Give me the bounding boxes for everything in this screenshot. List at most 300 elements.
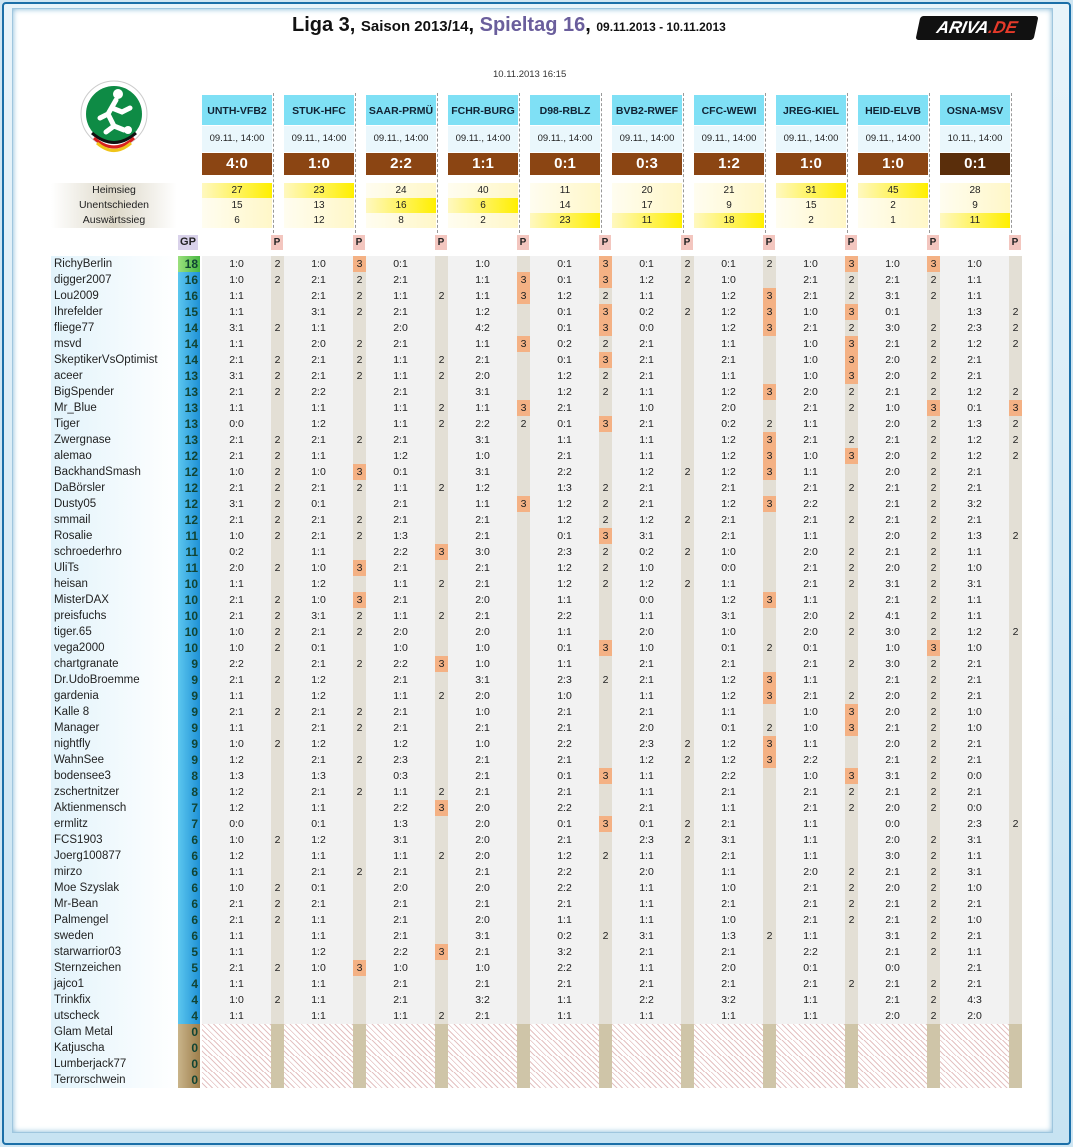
tip-points (681, 592, 694, 608)
tip-score: 2:1 (694, 528, 763, 544)
player-name[interactable]: Terrorschwein (51, 1072, 178, 1088)
tip-points (1009, 1072, 1022, 1088)
tip-score: 2:1 (448, 512, 517, 528)
tip-score: 1:2 (530, 384, 599, 400)
match-teams[interactable]: D98-RBLZ (530, 93, 600, 125)
tip-points (435, 992, 448, 1008)
tip-cell (202, 336, 284, 352)
tip-cell (448, 528, 530, 544)
tip-score: 1:2 (284, 736, 353, 752)
match-teams[interactable]: CFC-WEWI (694, 93, 764, 125)
player-points: 14 (178, 352, 200, 368)
player-row (51, 400, 1021, 416)
tip-score (366, 1056, 435, 1072)
tip-score: 1:0 (858, 400, 927, 416)
tip-cell (612, 816, 694, 832)
tip-score: 1:2 (694, 304, 763, 320)
season-label: Saison 2013/14 (360, 18, 469, 35)
match-teams[interactable]: BVB2-RWEF (612, 93, 682, 125)
player-name[interactable]: SkeptikerVsOptimist (51, 352, 178, 368)
player-name[interactable]: bodensee3 (51, 768, 178, 784)
tip-cell (448, 880, 530, 896)
match-teams[interactable]: SAAR-PRMÜ (366, 93, 436, 125)
tip-cell (612, 576, 694, 592)
tip-cell (530, 544, 612, 560)
tip-count: 8 (366, 213, 436, 228)
player-row (51, 496, 1021, 512)
tip-score: 2:0 (202, 560, 271, 576)
tip-points (681, 992, 694, 1008)
tip-cell (694, 464, 776, 480)
tip-points: 3 (763, 496, 776, 512)
tip-cell (448, 448, 530, 464)
tip-points (435, 336, 448, 352)
tip-cell (284, 944, 366, 960)
tip-score: 2:1 (858, 976, 927, 992)
tip-cell (530, 384, 612, 400)
tip-points (681, 1024, 694, 1040)
player-name[interactable]: Lumberjack77 (51, 1056, 178, 1072)
tip-score: 1:1 (284, 992, 353, 1008)
tip-score: 1:0 (366, 640, 435, 656)
tip-points (435, 960, 448, 976)
player-name[interactable]: Trinkfix (51, 992, 178, 1008)
tip-score: 2:0 (694, 960, 763, 976)
tip-score: 2:1 (448, 976, 517, 992)
tip-cell (530, 688, 612, 704)
tip-score: 2:2 (776, 944, 845, 960)
tip-points (681, 1072, 694, 1088)
tip-cell (940, 992, 1022, 1008)
player-name[interactable]: Katjuscha (51, 1040, 178, 1056)
tip-score: 1:1 (612, 688, 681, 704)
tip-score: 1:0 (202, 464, 271, 480)
tip-cell (776, 880, 858, 896)
player-points: 10 (178, 624, 200, 640)
player-name[interactable]: Moe Szyslak (51, 880, 178, 896)
player-name[interactable]: fliege77 (51, 320, 178, 336)
tip-score (530, 1024, 599, 1040)
tip-score: 2:0 (366, 320, 435, 336)
player-name[interactable]: BigSpender (51, 384, 178, 400)
tip-score: 1:2 (940, 432, 1009, 448)
tip-points: 3 (845, 352, 858, 368)
tip-points (435, 1024, 448, 1040)
tip-score: 2:1 (366, 592, 435, 608)
tip-cell (612, 992, 694, 1008)
tip-score: 2:0 (448, 592, 517, 608)
tip-score: 1:2 (940, 624, 1009, 640)
tip-points (353, 688, 366, 704)
tip-cell (366, 384, 448, 400)
tip-cell (448, 672, 530, 688)
player-name[interactable]: starwarrior03 (51, 944, 178, 960)
player-name[interactable]: tiger.65 (51, 624, 178, 640)
tip-points: 3 (845, 720, 858, 736)
tip-points (845, 1040, 858, 1056)
tip-score: 2:1 (366, 896, 435, 912)
player-name[interactable]: BackhandSmash (51, 464, 178, 480)
tip-points: 2 (845, 512, 858, 528)
tip-cell (448, 512, 530, 528)
tip-count: 15 (776, 198, 846, 213)
tip-cell (776, 720, 858, 736)
tip-points (1009, 704, 1022, 720)
player-name[interactable]: Tiger (51, 416, 178, 432)
tip-score: 1:1 (366, 1008, 435, 1024)
tip-points (435, 704, 448, 720)
tip-points (763, 512, 776, 528)
ariva-logo[interactable]: ARIVA.DE (915, 16, 1038, 40)
tip-cell (284, 560, 366, 576)
tip-cell (202, 688, 284, 704)
player-name[interactable]: schroederhro (51, 544, 178, 560)
tip-points (763, 1056, 776, 1072)
tip-points (353, 768, 366, 784)
tip-cell (776, 896, 858, 912)
tip-points (599, 992, 612, 1008)
tip-cell (776, 688, 858, 704)
tip-points (599, 688, 612, 704)
tip-points (681, 720, 694, 736)
tip-table (51, 256, 1021, 1088)
tip-cell (776, 384, 858, 400)
tip-score: 2:2 (202, 656, 271, 672)
tip-cell (858, 384, 940, 400)
tip-cell (776, 464, 858, 480)
tip-score: 2:2 (366, 944, 435, 960)
tip-cell (448, 368, 530, 384)
player-name[interactable]: Joerg100877 (51, 848, 178, 864)
tip-points (517, 928, 530, 944)
tip-score: 0:2 (612, 544, 681, 560)
tip-cell (284, 512, 366, 528)
player-name[interactable]: preisfuchs (51, 608, 178, 624)
match-teams[interactable]: STUK-HFC (284, 93, 354, 125)
tip-points (353, 832, 366, 848)
tip-points: 2 (599, 928, 612, 944)
tip-cell (448, 576, 530, 592)
player-name[interactable]: aceer (51, 368, 178, 384)
tip-cell (694, 816, 776, 832)
tip-score: 1:3 (366, 816, 435, 832)
tip-points (681, 288, 694, 304)
player-name[interactable]: Zwergnase (51, 432, 178, 448)
tip-points (353, 912, 366, 928)
player-name[interactable]: Manager (51, 720, 178, 736)
player-points: 10 (178, 640, 200, 656)
player-name[interactable]: chartgranate (51, 656, 178, 672)
match-teams[interactable]: HEID-ELVB (858, 93, 928, 125)
tip-points: 2 (353, 656, 366, 672)
tip-score: 2:1 (612, 976, 681, 992)
tip-points (845, 416, 858, 432)
tip-points (1009, 864, 1022, 880)
tip-score: 2:1 (366, 512, 435, 528)
tip-points: 3 (763, 464, 776, 480)
tip-points (435, 720, 448, 736)
tip-score: 1:2 (366, 448, 435, 464)
tip-cell (448, 720, 530, 736)
tip-points: 2 (845, 320, 858, 336)
player-name[interactable]: smmail (51, 512, 178, 528)
tip-points (599, 464, 612, 480)
tip-points: 2 (271, 592, 284, 608)
tip-count: 1 (858, 213, 928, 228)
tip-cell (694, 896, 776, 912)
tip-points: 2 (763, 416, 776, 432)
tip-cell (448, 848, 530, 864)
player-name[interactable]: Sternzeichen (51, 960, 178, 976)
tip-cell (284, 896, 366, 912)
tip-points (517, 960, 530, 976)
tip-cell (940, 864, 1022, 880)
tip-score: 2:3 (612, 736, 681, 752)
tip-points: 3 (435, 944, 448, 960)
tip-cell (448, 976, 530, 992)
tip-score: 1:1 (940, 592, 1009, 608)
player-name[interactable]: Ihrefelder (51, 304, 178, 320)
tip-points (353, 496, 366, 512)
tip-points: 2 (599, 672, 612, 688)
tip-score: 1:1 (530, 1008, 599, 1024)
player-name[interactable]: UliTs (51, 560, 178, 576)
tip-cell (530, 560, 612, 576)
tip-points (1009, 896, 1022, 912)
player-points: 0 (178, 1024, 200, 1040)
tip-count: 18 (694, 213, 764, 228)
tip-cell (694, 480, 776, 496)
tip-points: 2 (927, 992, 940, 1008)
player-row (51, 896, 1021, 912)
tip-cell (858, 816, 940, 832)
points-header: P (845, 235, 857, 250)
tip-cell (284, 624, 366, 640)
draw-label: Unentschieden (51, 198, 177, 213)
tip-cell (694, 288, 776, 304)
tip-cell (858, 768, 940, 784)
tip-score: 2:0 (858, 528, 927, 544)
tip-points (271, 1072, 284, 1088)
tip-points (517, 720, 530, 736)
tip-points: 3 (763, 432, 776, 448)
player-points: 0 (178, 1072, 200, 1088)
tip-points (517, 640, 530, 656)
match-teams[interactable]: JREG-KIEL (776, 93, 846, 125)
tip-points: 2 (927, 272, 940, 288)
tip-points (271, 1008, 284, 1024)
tip-score: 2:1 (448, 752, 517, 768)
tip-points (681, 928, 694, 944)
tip-score: 1:1 (448, 496, 517, 512)
tip-cell (448, 960, 530, 976)
tip-cell (694, 496, 776, 512)
player-name[interactable]: WahnSee (51, 752, 178, 768)
player-name[interactable]: Dr.UdoBroemme (51, 672, 178, 688)
player-name[interactable]: DaBörsler (51, 480, 178, 496)
tip-cell (940, 624, 1022, 640)
tip-cell (202, 816, 284, 832)
tip-score (448, 1024, 517, 1040)
tip-score: 2:1 (694, 944, 763, 960)
tip-cell (284, 1056, 366, 1072)
tip-cell (858, 912, 940, 928)
player-name[interactable]: jajco1 (51, 976, 178, 992)
tip-points: 2 (353, 704, 366, 720)
match-teams[interactable]: FCHR-BURG (448, 93, 518, 125)
player-name[interactable]: vega2000 (51, 640, 178, 656)
tip-score (284, 1056, 353, 1072)
tip-score: 3:1 (858, 768, 927, 784)
tip-cell (202, 256, 284, 272)
player-name[interactable]: digger2007 (51, 272, 178, 288)
tip-cell (530, 976, 612, 992)
tip-cell (284, 912, 366, 928)
tip-score: 2:1 (284, 288, 353, 304)
player-name[interactable]: mirzo (51, 864, 178, 880)
tip-points (271, 544, 284, 560)
tip-points (599, 1024, 612, 1040)
tip-points (681, 912, 694, 928)
tip-cell (530, 1056, 612, 1072)
tip-score: 1:0 (776, 304, 845, 320)
tip-score: 2:1 (940, 928, 1009, 944)
player-name[interactable]: zschertnitzer (51, 784, 178, 800)
tip-cell (366, 544, 448, 560)
tip-points (517, 1056, 530, 1072)
tip-score: 2:0 (858, 1008, 927, 1024)
tip-cell (858, 304, 940, 320)
tip-score: 1:1 (776, 592, 845, 608)
tip-cell (530, 496, 612, 512)
home-win-label: Heimsieg (51, 183, 177, 198)
tip-cell (530, 720, 612, 736)
matchday-label: Spieltag 16 (479, 14, 586, 36)
tip-cell (940, 512, 1022, 528)
tip-points (435, 1072, 448, 1088)
tip-points: 3 (517, 496, 530, 512)
tip-score: 4:2 (448, 320, 517, 336)
player-name[interactable]: gardenia (51, 688, 178, 704)
tip-score: 3:1 (940, 864, 1009, 880)
player-name[interactable]: FCS1903 (51, 832, 178, 848)
player-name[interactable]: Lou2009 (51, 288, 178, 304)
tip-cell (202, 880, 284, 896)
tip-points (1009, 496, 1022, 512)
tip-score: 1:1 (530, 912, 599, 928)
tip-points (599, 752, 612, 768)
tip-count: 21 (694, 183, 764, 198)
player-name[interactable]: heisan (51, 576, 178, 592)
tip-points (517, 448, 530, 464)
player-name[interactable]: Glam Metal (51, 1024, 178, 1040)
points-header: P (517, 235, 529, 250)
tip-score: 2:1 (940, 368, 1009, 384)
player-name[interactable]: Dusty05 (51, 496, 178, 512)
tip-cell (776, 944, 858, 960)
tip-score: 0:1 (530, 640, 599, 656)
player-row (51, 1008, 1021, 1024)
player-name[interactable]: Palmengel (51, 912, 178, 928)
tip-cell (366, 496, 448, 512)
player-name[interactable]: Rosalie (51, 528, 178, 544)
tip-points: 2 (1009, 384, 1022, 400)
tip-score: 3:2 (530, 944, 599, 960)
player-name[interactable]: Aktienmensch (51, 800, 178, 816)
tip-points: 3 (599, 768, 612, 784)
match-teams[interactable]: OSNA-MSV (940, 93, 1010, 125)
tip-cell (612, 656, 694, 672)
tip-points (517, 368, 530, 384)
match-teams[interactable]: UNTH-VFB2 (202, 93, 272, 125)
tip-points (1009, 832, 1022, 848)
tip-score: 2:3 (530, 544, 599, 560)
player-name[interactable]: nightfly (51, 736, 178, 752)
tip-points: 2 (681, 544, 694, 560)
tip-cell (694, 304, 776, 320)
tip-score: 2:3 (940, 320, 1009, 336)
tip-cell (940, 768, 1022, 784)
tip-points (1009, 640, 1022, 656)
player-name[interactable]: MisterDAX (51, 592, 178, 608)
tip-count: 31 (776, 183, 846, 198)
tip-points (435, 432, 448, 448)
tip-score: 1:3 (530, 480, 599, 496)
tip-score: 2:3 (612, 832, 681, 848)
player-name[interactable]: alemao (51, 448, 178, 464)
tip-score: 2:1 (858, 544, 927, 560)
tip-score: 2:1 (366, 912, 435, 928)
player-name[interactable]: msvd (51, 336, 178, 352)
tip-cell (858, 432, 940, 448)
tip-cell (284, 496, 366, 512)
player-name[interactable]: RichyBerlin (51, 256, 178, 272)
tip-points (517, 560, 530, 576)
tip-points (681, 1040, 694, 1056)
tip-points (599, 896, 612, 912)
tip-cell (940, 720, 1022, 736)
player-name[interactable]: ermlitz (51, 816, 178, 832)
tip-points: 2 (271, 960, 284, 976)
tip-cell (694, 800, 776, 816)
player-row (51, 576, 1021, 592)
tip-points: 3 (435, 800, 448, 816)
tip-cell (694, 1008, 776, 1024)
tip-points: 2 (599, 480, 612, 496)
tip-cell (612, 1072, 694, 1088)
tip-score: 2:1 (858, 896, 927, 912)
tip-cell (858, 752, 940, 768)
tip-cell (940, 944, 1022, 960)
tip-points: 2 (927, 528, 940, 544)
tip-points (763, 800, 776, 816)
player-name[interactable]: Kalle 8 (51, 704, 178, 720)
tip-score: 2:1 (366, 272, 435, 288)
player-name[interactable]: Mr-Bean (51, 896, 178, 912)
tip-cell (202, 1056, 284, 1072)
tip-points (599, 592, 612, 608)
tip-points (517, 864, 530, 880)
tip-cell (940, 896, 1022, 912)
player-name[interactable]: sweden (51, 928, 178, 944)
tip-points (1009, 480, 1022, 496)
player-name[interactable]: Mr_Blue (51, 400, 178, 416)
tip-cell (366, 928, 448, 944)
tip-points (845, 1008, 858, 1024)
tip-points (1009, 1040, 1022, 1056)
tip-points (927, 1072, 940, 1088)
player-name[interactable]: utscheck (51, 1008, 178, 1024)
